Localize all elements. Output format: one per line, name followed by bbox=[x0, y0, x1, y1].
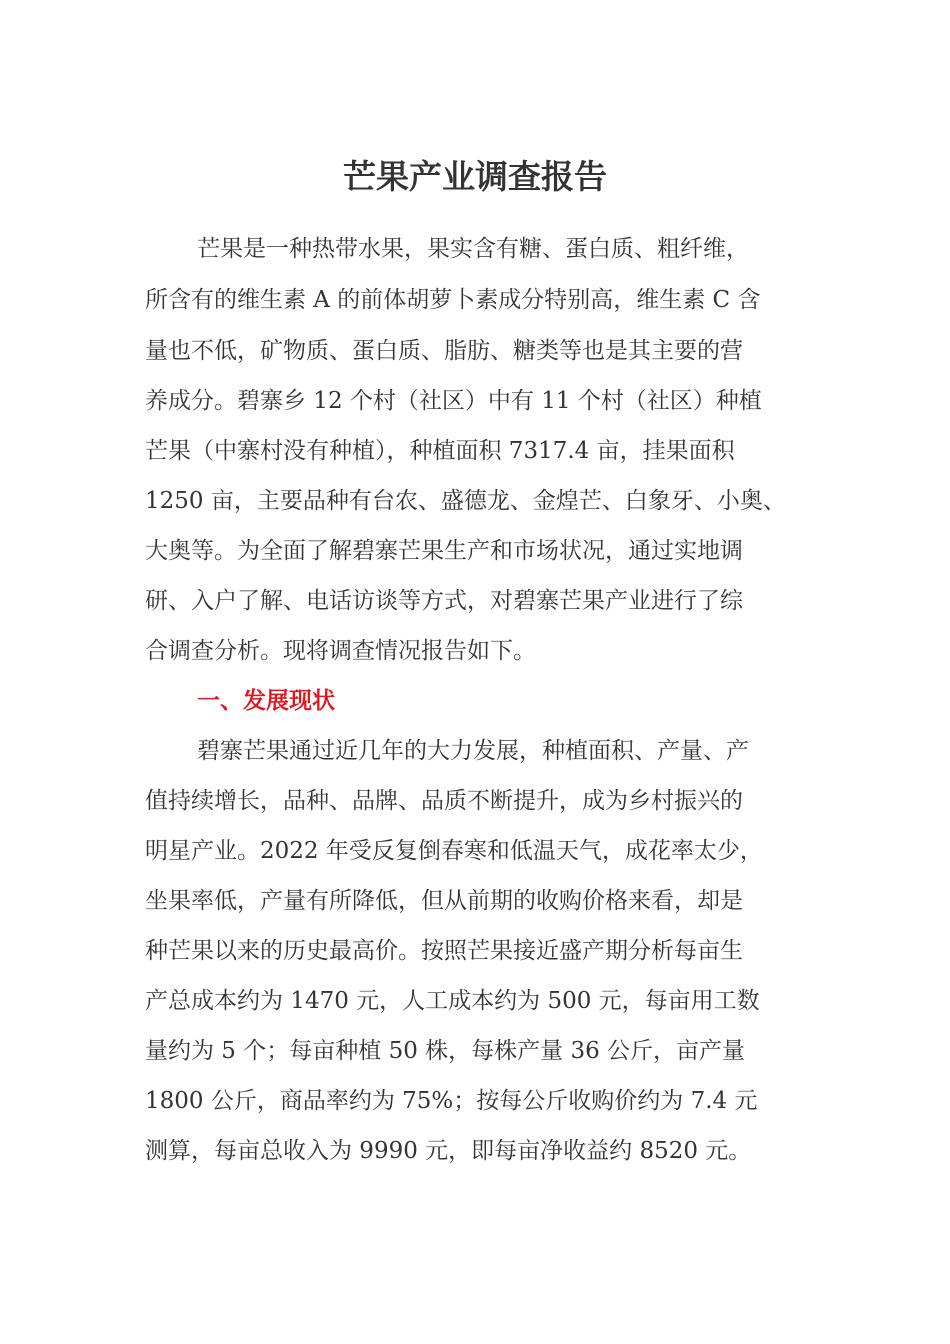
section-line: 产总成本约为 1470 元，人工成本约为 500 元，每亩用工数 bbox=[145, 988, 760, 1014]
section-line: 值持续增长，品种、品牌、品质不断提升，成为乡村振兴的 bbox=[145, 788, 743, 814]
section-line: 测算，每亩总收入为 9990 元，即每亩净收益约 8520 元。 bbox=[145, 1138, 752, 1164]
intro-line: 合调查分析。现将调查情况报告如下。 bbox=[145, 638, 536, 664]
section-line: 明星产业。2022 年受反复倒春寒和低温天气，成花率太少， bbox=[145, 838, 763, 864]
section-line: 种芒果以来的历史最高价。按照芒果接近盛产期分析每亩生 bbox=[145, 938, 743, 964]
section-line: 1800 公斤，商品率约为 75%；按每公斤收购价约为 7.4 元 bbox=[145, 1088, 758, 1114]
intro-line: 养成分。碧寨乡 12 个村（社区）中有 11 个村（社区）种植 bbox=[145, 388, 762, 414]
section-line: 坐果率低，产量有所降低，但从前期的收购价格来看，却是 bbox=[145, 888, 743, 914]
intro-line: 大奥等。为全面了解碧寨芒果生产和市场状况，通过实地调 bbox=[145, 538, 743, 564]
intro-line: 研、入户了解、电话访谈等方式，对碧寨芒果产业进行了综 bbox=[145, 588, 743, 614]
section-line: 量约为 5 个；每亩种植 50 株，每株产量 36 公斤，亩产量 bbox=[145, 1038, 746, 1064]
intro-line: 1250 亩，主要品种有台农、盛德龙、金煌芒、白象牙、小奥、 bbox=[145, 488, 786, 514]
intro-line: 芒果是一种热带水果，果实含有糖、蛋白质、粗纤维， bbox=[197, 236, 749, 262]
intro-line: 芒果（中寨村没有种植），种植面积 7317.4 亩，挂果面积 bbox=[145, 438, 735, 464]
intro-line: 量也不低，矿物质、蛋白质、脂肪、糖类等也是其主要的营 bbox=[145, 338, 743, 364]
intro-line: 所含有的维生素 A 的前体胡萝卜素成分特别高，维生素 C 含 bbox=[145, 287, 761, 313]
section-line: 碧寨芒果通过近几年的大力发展，种植面积、产量、产 bbox=[197, 738, 749, 764]
document-title: 芒果产业调查报告 bbox=[343, 157, 607, 196]
section-heading: 一、发展现状 bbox=[197, 688, 335, 714]
